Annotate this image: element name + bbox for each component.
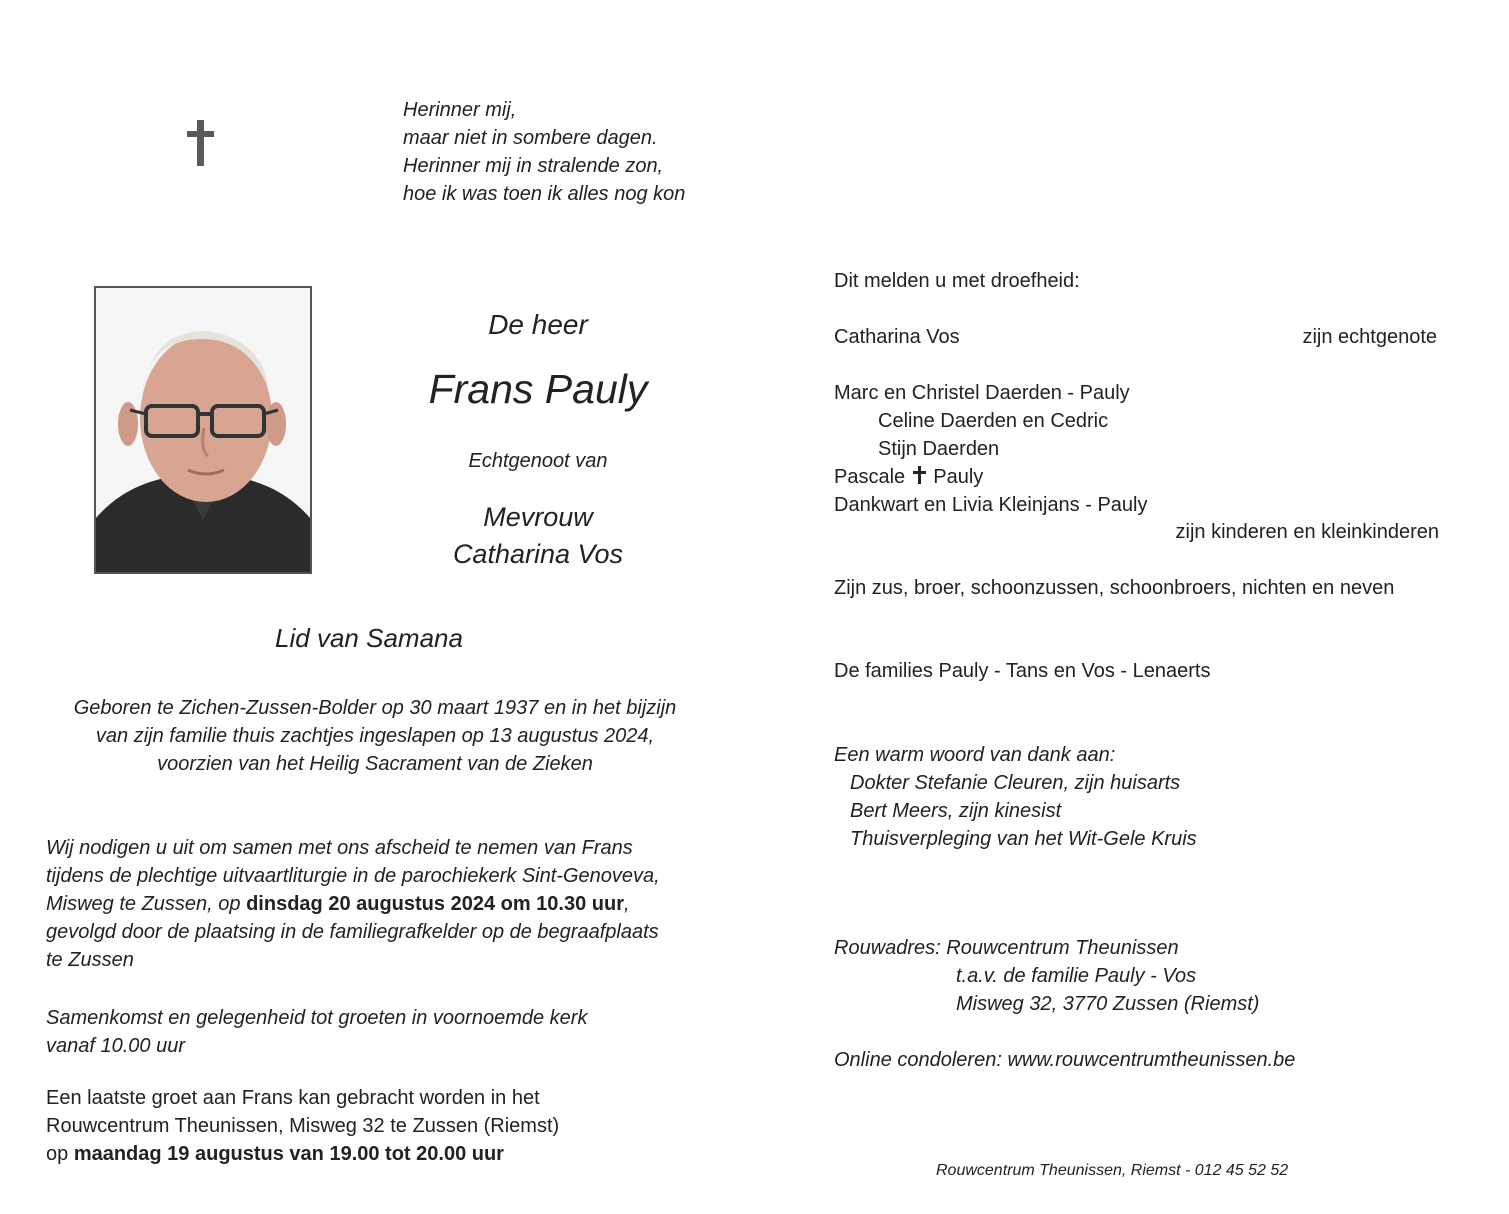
invite-comma: , [624,893,630,915]
invite-line: gevolgd door de plaatsing in de familiegrafkelder op de begraafplaats [46,921,659,943]
child-first-name: Pascale [834,466,906,488]
spouse-name: Catharina Vos [452,539,624,569]
child-line [834,463,1454,491]
gathering-line: vanaf 10.00 uur [46,1035,185,1057]
birth-line: van zijn familie thuis zachtjes ingeslapen op 13 augustus 2024, [95,725,655,747]
invite-line: Wij nodigen u uit om samen met ons afscheid te nemen van Frans [46,837,633,859]
visit-line: Rouwcentrum Theunissen, Misweg 32 te Zussen (Riemst) [46,1115,560,1137]
gathering-line: Samenkomst en gelegenheid tot groeten in voornoemde kerk [46,1007,588,1029]
visit-prefix: op [46,1143,74,1165]
cross-icon [183,118,219,170]
spouse-intro: Echtgenoot van [468,450,608,472]
birth-line: voorzien van het Heilig Sacrament van de Zieken [157,753,593,775]
address-line: Misweg 32, 3770 Zussen (Riemst) [956,993,1260,1015]
children-relation: zijn kinderen en kleinkinderen [1175,521,1439,543]
spouse-title: Mevrouw [483,502,593,532]
visit-date: maandag 19 augustus van 19.00 tot 20.00 uur [73,1143,504,1165]
birth-text [40,694,710,778]
gathering-text [46,1004,726,1060]
visit-text [46,1084,726,1168]
address-line: t.a.v. de familie Pauly - Vos [956,965,1197,987]
siblings: Zijn zus, broer, schoonzussen, schoonbroers, nichten en neven [834,577,1395,599]
thanks-line: Dokter Stefanie Cleuren, zijn huisarts [850,772,1181,794]
invite-line: tijdens de plechtige uitvaartliturgie in de parochiekerk Sint-Genoveva, [46,865,660,887]
poem [403,96,685,208]
invite-place: Misweg te Zussen, op [46,893,247,915]
spouse-row-relation: zijn echtgenote [1302,326,1437,348]
child-last-name: Pauly [933,466,984,488]
title-prefix: De heer [488,309,588,340]
address-block [834,934,1259,1018]
small-cross-icon [913,466,926,484]
portrait-photo [94,286,312,574]
poem-line: Herinner mij, [403,99,517,121]
child-line: Marc en Christel Daerden - Pauly [834,382,1130,404]
invitation-text [46,834,726,974]
membership: Lid van Samana [275,623,463,653]
spouse-row-name: Catharina Vos [834,326,960,348]
visit-line [46,1140,726,1168]
thanks-heading: Een warm woord van dank aan: [834,744,1116,766]
footer: Rouwcentrum Theunissen, Riemst - 012 45 52 52 [936,1162,1289,1179]
grandchild-line: Celine Daerden en Cedric [878,410,1109,432]
thanks-block [834,741,1197,853]
invite-line [46,890,726,918]
portrait-illustration [96,288,310,572]
poem-line: maar niet in sombere dagen. [403,127,658,149]
birth-line: Geboren te Zichen-Zussen-Bolder op 30 maart 1937 en in het bijzijn [73,697,677,719]
poem-line: Herinner mij in stralende zon, [403,155,664,177]
children-list [834,379,1454,519]
announcement: Dit melden u met droefheid: [834,270,1080,292]
online-condolence: Online condoleren: www.rouwcentrumtheunissen.be [834,1049,1296,1071]
deceased-name: Frans Pauly [428,366,648,412]
families: De families Pauly - Tans en Vos - Lenaerts [834,660,1211,682]
visit-line: Een laatste groet aan Frans kan gebracht worden in het [46,1087,540,1109]
thanks-line: Thuisverpleging van het Wit-Gele Kruis [850,828,1197,850]
child-line: Dankwart en Livia Kleinjans - Pauly [834,494,1148,516]
invite-line: te Zussen [46,949,134,971]
poem-line: hoe ik was toen ik alles nog kon [403,183,686,205]
grandchild-line: Stijn Daerden [878,438,1000,460]
thanks-line: Bert Meers, zijn kinesist [850,800,1062,822]
funeral-date: dinsdag 20 augustus 2024 om 10.30 uur [246,893,625,915]
address-label: Rouwadres: Rouwcentrum Theunissen [834,937,1179,959]
